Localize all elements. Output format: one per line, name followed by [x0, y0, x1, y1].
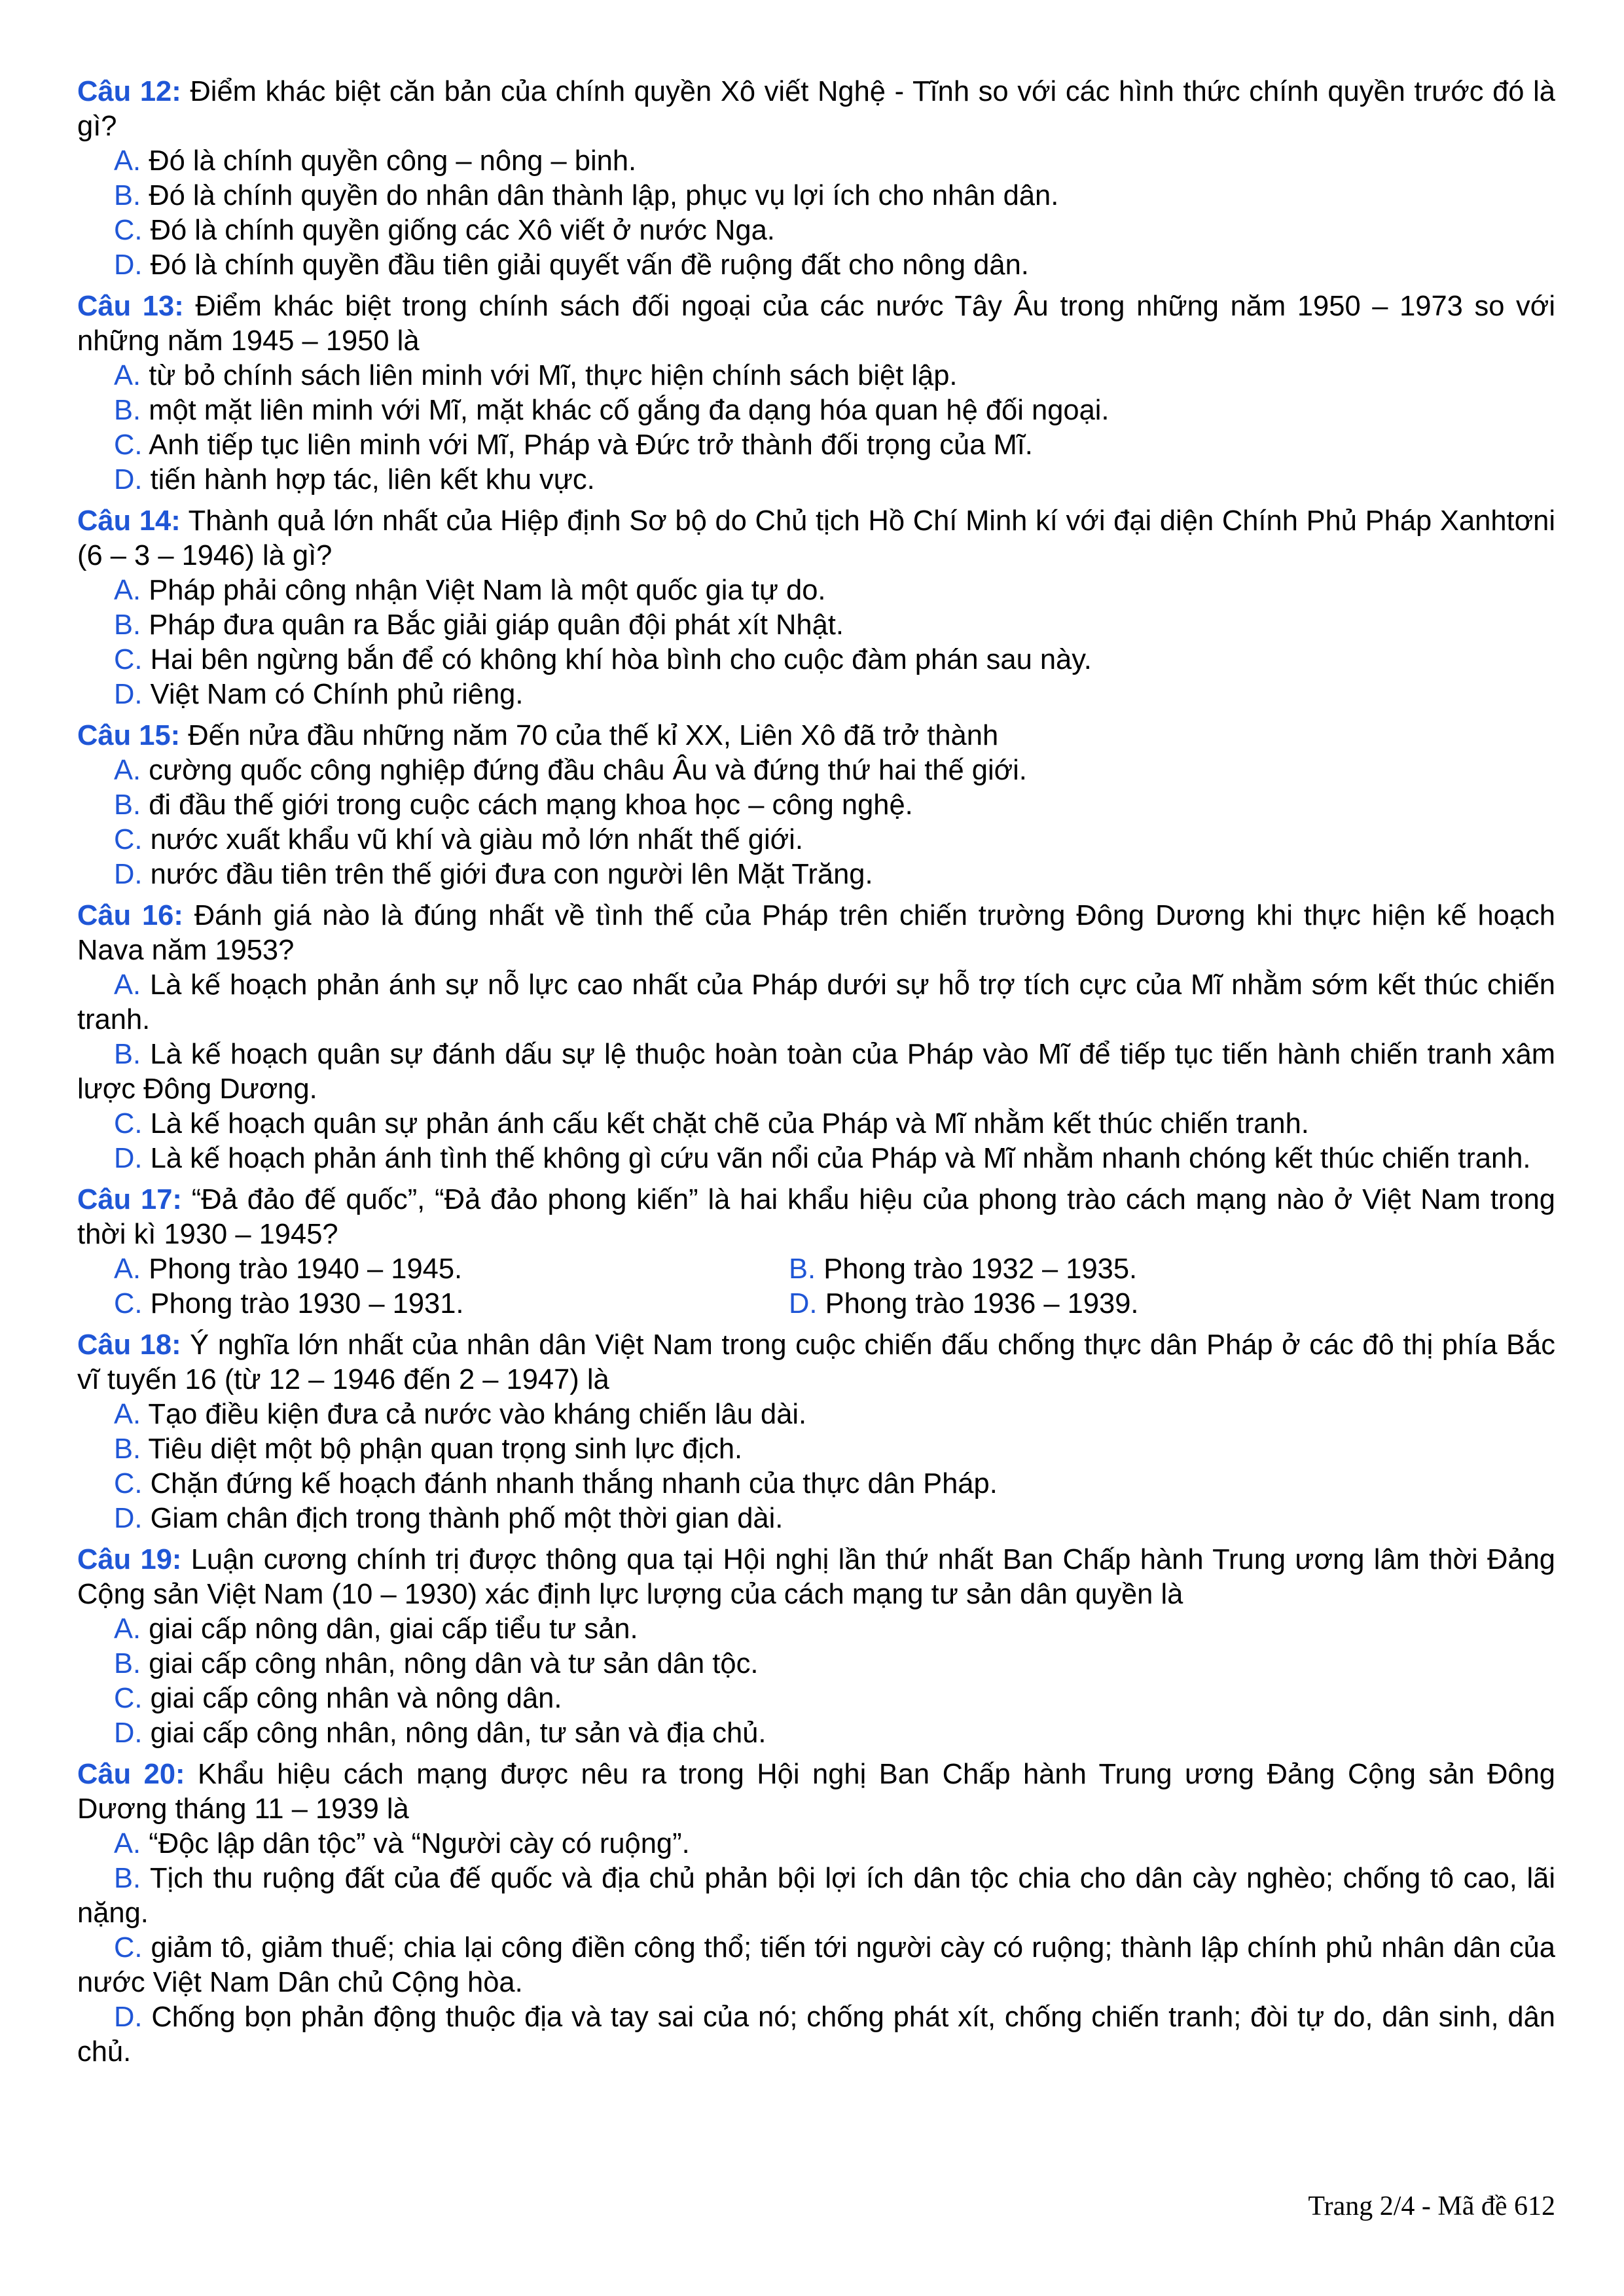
- option-letter: B.: [114, 609, 141, 641]
- option-text: nước đầu tiên trên thế giới đưa con người lên Mặt Trăng.: [150, 859, 873, 890]
- option-letter: D.: [114, 1143, 143, 1174]
- option-d: [77, 463, 1555, 497]
- question-stem: [77, 289, 1555, 359]
- option-c: [77, 1931, 1555, 2000]
- option-text: từ bỏ chính sách liên minh với Mĩ, thực hiện chính sách biệt lập.: [149, 360, 958, 391]
- question-number: Câu 15:: [77, 720, 181, 751]
- question-text: Đến nửa đầu những năm 70 của thế kỉ XX, Liên Xô đã trở thành: [188, 720, 999, 751]
- option-letter: B.: [114, 789, 141, 821]
- question-20: [77, 1757, 1555, 2070]
- option-text: giảm tô, giảm thuế; chia lại công điền công thổ; tiến tới người cày có ruộng; thành lập chính phủ nhân dân của nước Việt Nam Dân chủ Cộng hòa.: [77, 1932, 1555, 1998]
- question-number: Câu 19:: [77, 1544, 182, 1575]
- option-letter: D.: [114, 859, 143, 890]
- option-letter: B.: [114, 1863, 141, 1894]
- option-grid: [77, 1252, 1555, 1321]
- option-letter: B.: [114, 180, 141, 211]
- option-letter: C.: [114, 644, 143, 675]
- option-c: [77, 1467, 1555, 1501]
- option-text: giai cấp nông dân, giai cấp tiểu tư sản.: [149, 1613, 638, 1645]
- question-stem: [77, 1757, 1555, 1827]
- option-text: Chặn đứng kế hoạch đánh nhanh thắng nhanh của thực dân Pháp.: [150, 1468, 998, 1499]
- question-number: Câu 18:: [77, 1329, 181, 1361]
- option-letter: A.: [114, 360, 141, 391]
- option-b: [77, 393, 1555, 428]
- option-text: Giam chân địch trong thành phố một thời gian dài.: [150, 1503, 784, 1534]
- question-stem: [77, 899, 1555, 968]
- question-19: [77, 1543, 1555, 1751]
- question-text: Điểm khác biệt trong chính sách đối ngoại của các nước Tây Âu trong những năm 1950 – 1973 so với những năm 1945 – 1950 là: [77, 291, 1555, 357]
- option-c: [114, 1287, 789, 1321]
- question-text: Thành quả lớn nhất của Hiệp định Sơ bộ do Chủ tịch Hồ Chí Minh kí với đại diện Chính Phủ Pháp Xanhtơni (6 – 3 – 1946) là gì?: [77, 505, 1555, 571]
- option-letter: C.: [114, 824, 143, 855]
- question-stem: [77, 719, 1555, 753]
- option-text: Tịch thu ruộng đất của đế quốc và địa chủ phản bội lợi ích dân tộc chia cho dân cày nghèo; chống tô cao, lãi nặng.: [77, 1863, 1555, 1929]
- question-number: Câu 20:: [77, 1759, 185, 1790]
- option-letter: D.: [114, 2001, 143, 2033]
- option-d: [77, 248, 1555, 283]
- option-b: [77, 788, 1555, 823]
- option-b: [77, 608, 1555, 643]
- option-letter: B.: [114, 1433, 141, 1465]
- page-footer: Trang 2/4 - Mã đề 612: [1308, 2191, 1555, 2221]
- option-text: Phong trào 1930 – 1931.: [150, 1288, 464, 1319]
- option-a: [77, 1612, 1555, 1647]
- option-text: Tạo điều kiện đưa cả nước vào kháng chiến lâu dài.: [148, 1399, 807, 1430]
- option-a: [77, 1397, 1555, 1432]
- question-17: [77, 1183, 1555, 1321]
- option-d: [77, 1501, 1555, 1536]
- option-b: [77, 179, 1555, 213]
- option-text: Đó là chính quyền công – nông – binh.: [149, 145, 637, 177]
- option-letter: A.: [114, 1828, 141, 1859]
- question-15: [77, 719, 1555, 892]
- option-a: [77, 1827, 1555, 1861]
- option-letter: C.: [114, 1683, 143, 1714]
- question-stem: [77, 1328, 1555, 1397]
- option-b: [77, 1037, 1555, 1107]
- option-letter: D.: [114, 679, 143, 710]
- option-letter: B.: [114, 1648, 141, 1679]
- option-letter: B.: [114, 395, 141, 426]
- question-text: Đánh giá nào là đúng nhất về tình thế của Pháp trên chiến trường Đông Dương khi thực hiện kế hoạch Nava năm 1953?: [77, 900, 1555, 966]
- option-text: tiến hành hợp tác, liên kết khu vực.: [150, 464, 595, 495]
- option-b: [789, 1252, 1555, 1287]
- option-a: [77, 144, 1555, 179]
- question-text: Điểm khác biệt căn bản của chính quyền Xô viết Nghệ - Tĩnh so với các hình thức chính quyền trước đó là gì?: [77, 76, 1555, 142]
- option-letter: B.: [114, 1039, 141, 1070]
- option-c: [77, 1681, 1555, 1716]
- option-letter: D.: [114, 1717, 143, 1749]
- option-text: Anh tiếp tục liên minh với Mĩ, Pháp và Đức trở thành đối trọng của Mĩ.: [149, 429, 1033, 461]
- option-a: [114, 1252, 789, 1287]
- option-text: Đó là chính quyền do nhân dân thành lập, phục vụ lợi ích cho nhân dân.: [149, 180, 1059, 211]
- option-text: Đó là chính quyền giống các Xô viết ở nước Nga.: [150, 215, 775, 246]
- option-text: Phong trào 1936 – 1939.: [825, 1288, 1139, 1319]
- option-text: Là kế hoạch phản ánh tình thế không gì cứu vãn nổi của Pháp và Mĩ nhằm nhanh chóng kết thúc chiến tranh.: [150, 1143, 1531, 1174]
- option-letter: A.: [114, 969, 141, 1001]
- option-letter: C.: [114, 215, 143, 246]
- question-16: [77, 899, 1555, 1176]
- option-c: [77, 213, 1555, 248]
- option-letter: C.: [114, 1108, 143, 1139]
- option-text: giai cấp công nhân, nông dân, tư sản và địa chủ.: [150, 1717, 767, 1749]
- option-text: một mặt liên minh với Mĩ, mặt khác cố gắng đa dạng hóa quan hệ đối ngoại.: [149, 395, 1110, 426]
- question-text: Luận cương chính trị được thông qua tại Hội nghị lần thứ nhất Ban Chấp hành Trung ương lâm thời Đảng Cộng sản Việt Nam (10 – 1930) xác định lực lượng của cách mạng tư sản dân quyền là: [77, 1544, 1555, 1610]
- option-text: Là kế hoạch phản ánh sự nỗ lực cao nhất của Pháp dưới sự hỗ trợ tích cực của Mĩ nhằm sớm kết thúc chiến tranh.: [77, 969, 1556, 1035]
- option-text: Chống bọn phản động thuộc địa và tay sai của nó; chống phát xít, chống chiến tranh; đòi tự do, dân sinh, dân chủ.: [77, 2001, 1555, 2068]
- option-text: Pháp phải công nhận Việt Nam là một quốc gia tự do.: [149, 575, 826, 606]
- question-14: [77, 504, 1555, 712]
- option-text: giai cấp công nhân và nông dân.: [150, 1683, 562, 1714]
- option-text: Pháp đưa quân ra Bắc giải giáp quân đội phát xít Nhật.: [149, 609, 844, 641]
- option-letter: D.: [114, 1503, 143, 1534]
- option-letter: B.: [789, 1253, 816, 1285]
- option-b: [77, 1432, 1555, 1467]
- question-stem: [77, 504, 1555, 573]
- question-18: [77, 1328, 1555, 1536]
- option-c: [77, 643, 1555, 677]
- option-b: [77, 1647, 1555, 1681]
- option-text: nước xuất khẩu vũ khí và giàu mỏ lớn nhất thế giới.: [150, 824, 803, 855]
- option-letter: A.: [114, 755, 141, 786]
- option-text: Phong trào 1940 – 1945.: [149, 1253, 463, 1285]
- question-number: Câu 14:: [77, 505, 181, 537]
- option-c: [77, 1107, 1555, 1141]
- option-d: [77, 1716, 1555, 1751]
- option-letter: A.: [114, 145, 141, 177]
- question-text: Ý nghĩa lớn nhất của nhân dân Việt Nam trong cuộc chiến đấu chống thực dân Pháp ở các đô thị phía Bắc vĩ tuyến 16 (từ 12 – 1946 đến 2 – 1947) là: [77, 1329, 1555, 1395]
- question-list: [77, 75, 1555, 2076]
- question-stem: [77, 1543, 1555, 1612]
- option-letter: D.: [114, 249, 143, 281]
- option-text: Tiêu diệt một bộ phận quan trọng sinh lực địch.: [148, 1433, 743, 1465]
- option-d: [77, 857, 1555, 892]
- option-text: Đó là chính quyền đầu tiên giải quyết vấn đề ruộng đất cho nông dân.: [150, 249, 1029, 281]
- option-text: Hai bên ngừng bắn để có không khí hòa bình cho cuộc đàm phán sau này.: [150, 644, 1092, 675]
- option-b: [77, 1861, 1555, 1931]
- question-stem: [77, 75, 1555, 144]
- option-a: [77, 359, 1555, 393]
- question-number: Câu 13:: [77, 291, 184, 322]
- option-d: [789, 1287, 1555, 1321]
- option-letter: C.: [114, 1932, 143, 1964]
- option-letter: A.: [114, 575, 141, 606]
- option-letter: C.: [114, 429, 143, 461]
- option-text: Là kế hoạch quân sự phản ánh cấu kết chặt chẽ của Pháp và Mĩ nhằm kết thúc chiến tranh.: [150, 1108, 1309, 1139]
- option-a: [77, 573, 1555, 608]
- option-d: [77, 1141, 1555, 1176]
- option-text: Việt Nam có Chính phủ riêng.: [150, 679, 524, 710]
- option-a: [77, 968, 1555, 1037]
- option-a: [77, 753, 1555, 788]
- question-text: Khẩu hiệu cách mạng được nêu ra trong Hội nghị Ban Chấp hành Trung ương Đảng Cộng sản Đông Dương tháng 11 – 1939 là: [77, 1759, 1556, 1825]
- option-c: [77, 428, 1555, 463]
- option-text: cường quốc công nghiệp đứng đầu châu Âu và đứng thứ hai thế giới.: [149, 755, 1027, 786]
- option-d: [77, 677, 1555, 712]
- option-text: Phong trào 1932 – 1935.: [823, 1253, 1138, 1285]
- option-letter: A.: [114, 1613, 141, 1645]
- option-text: đi đầu thế giới trong cuộc cách mạng khoa học – công nghệ.: [149, 789, 913, 821]
- option-letter: A.: [114, 1399, 141, 1430]
- option-d: [77, 2000, 1555, 2070]
- question-text: “Đả đảo đế quốc”, “Đả đảo phong kiến” là hai khẩu hiệu của phong trào cách mạng nào ở Việt Nam trong thời kì 1930 – 1945?: [77, 1184, 1556, 1250]
- option-c: [77, 823, 1555, 857]
- option-letter: C.: [114, 1288, 143, 1319]
- option-letter: A.: [114, 1253, 141, 1285]
- option-text: Là kế hoạch quân sự đánh dấu sự lệ thuộc hoàn toàn của Pháp vào Mĩ để tiếp tục tiến hành chiến tranh xâm lược Đông Dương.: [77, 1039, 1556, 1105]
- question-number: Câu 12:: [77, 76, 181, 107]
- option-text: “Độc lập dân tộc” và “Người cày có ruộng”.: [149, 1828, 690, 1859]
- option-letter: D.: [114, 464, 143, 495]
- option-letter: C.: [114, 1468, 143, 1499]
- question-number: Câu 16:: [77, 900, 183, 931]
- question-stem: [77, 1183, 1555, 1252]
- question-number: Câu 17:: [77, 1184, 182, 1215]
- question-12: [77, 75, 1555, 283]
- option-text: giai cấp công nhân, nông dân và tư sản dân tộc.: [149, 1648, 759, 1679]
- option-letter: D.: [789, 1288, 818, 1319]
- question-13: [77, 289, 1555, 497]
